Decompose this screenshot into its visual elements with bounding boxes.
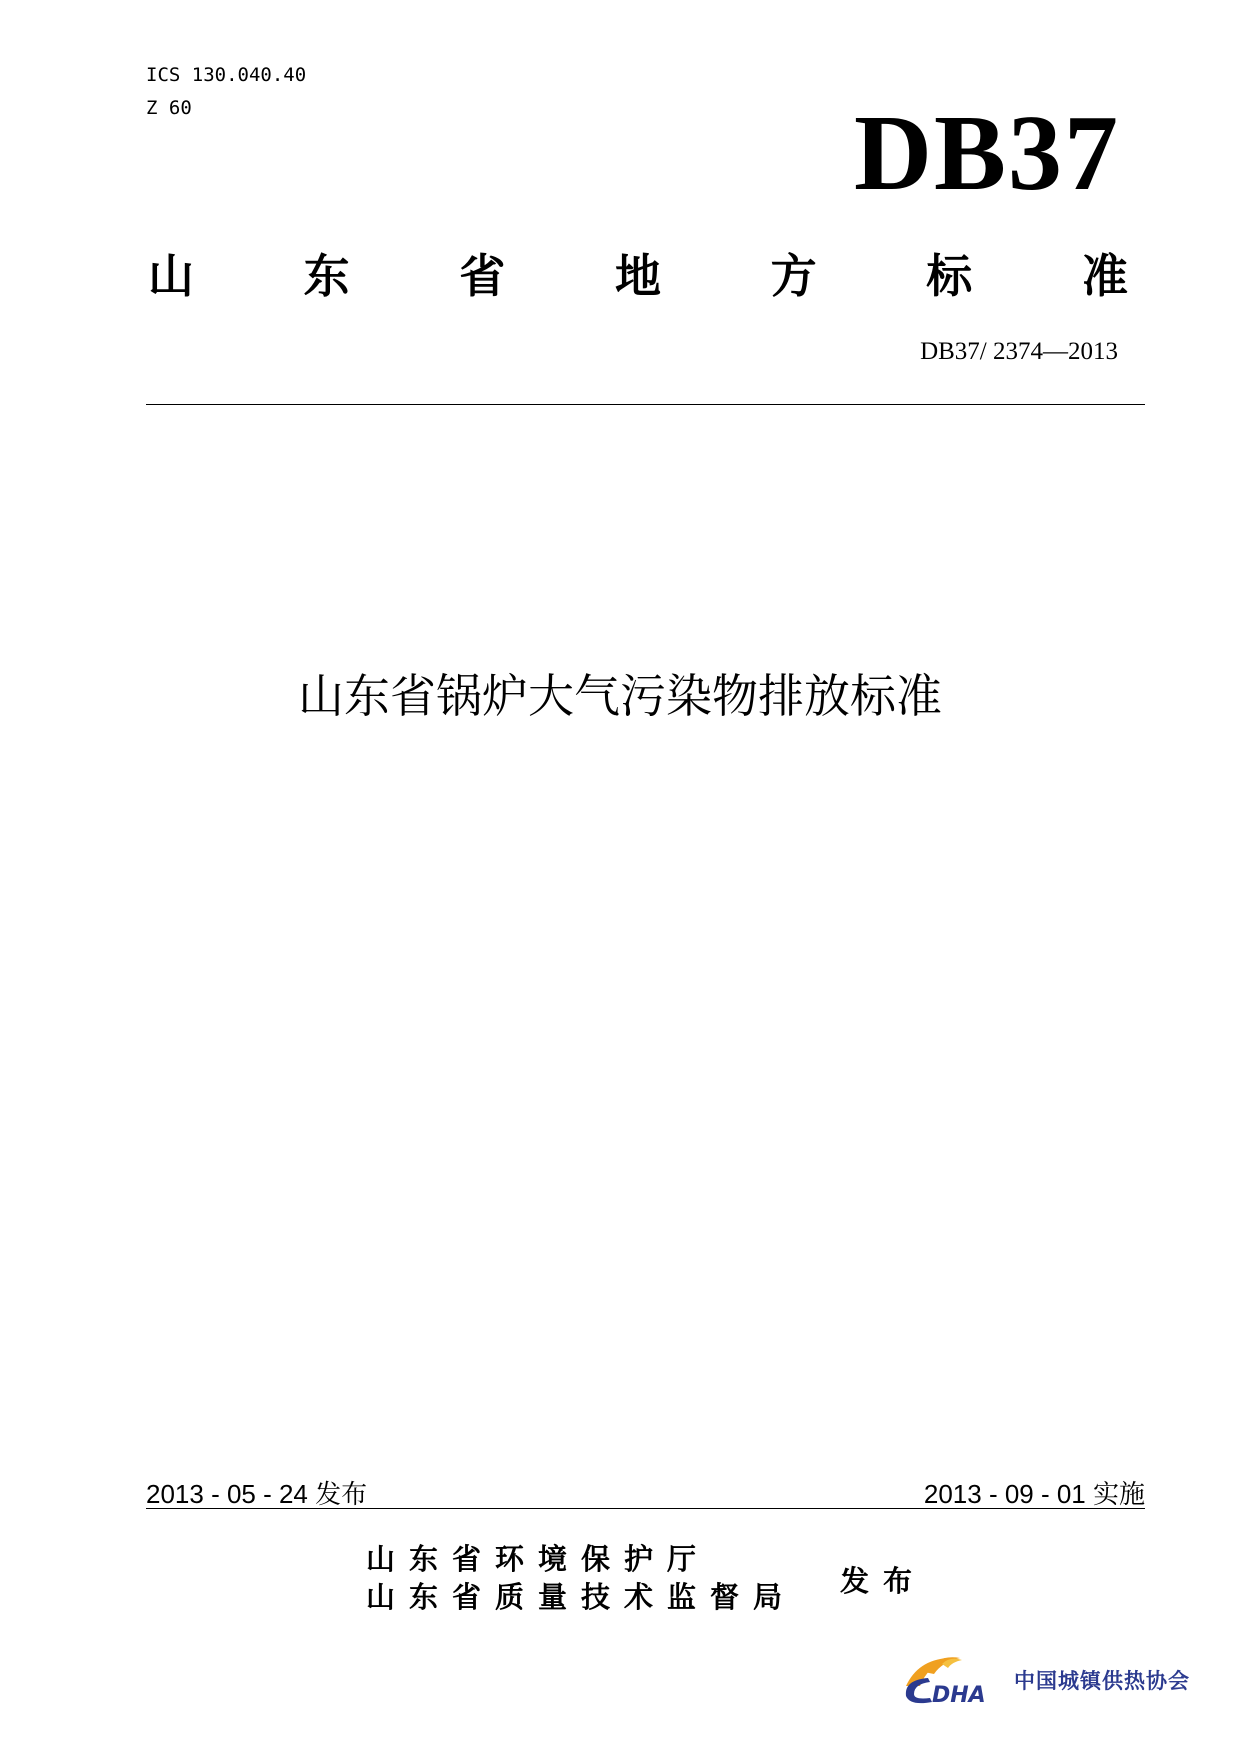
standard-number: DB37/ 2374—2013 <box>920 338 1118 365</box>
classification-code: Z 60 <box>146 97 192 119</box>
standard-type-heading <box>148 240 1128 306</box>
standard-type-char: 地 <box>614 249 661 303</box>
implementation-date: 2013 - 09 - 01 实施 <box>923 1479 1145 1509</box>
logo-org-name: 中国城镇供热协会 <box>1014 1669 1190 1693</box>
bottom-divider <box>146 1508 1145 1509</box>
issue-date: 2013 - 05 - 24 发布 <box>146 1479 368 1509</box>
standard-prefix: DB37 <box>853 94 1120 213</box>
standard-type-char: 山 <box>148 249 194 303</box>
logo-mark-text: DHA <box>932 1683 986 1708</box>
cdha-logo-icon <box>898 1652 1008 1708</box>
standard-type-char: 省 <box>459 249 506 303</box>
standard-type-char: 东 <box>303 249 350 303</box>
top-divider <box>146 404 1145 405</box>
issuing-authorities <box>366 1540 796 1616</box>
ics-code: ICS 130.040.40 <box>146 64 307 86</box>
issuer-environment-dept: 山东省环境保护厅 <box>366 1542 711 1576</box>
issuer-quality-bureau: 山东省质量技术监督局 <box>366 1580 797 1614</box>
publish-label: 发布 <box>840 1564 927 1598</box>
standard-type-char: 标 <box>926 249 973 303</box>
document-title: 山东省锅炉大气污染物排放标准 <box>298 669 942 723</box>
cdha-logo <box>898 1652 1190 1708</box>
standard-type-char: 准 <box>1081 249 1128 303</box>
standard-type-char: 方 <box>770 249 817 303</box>
